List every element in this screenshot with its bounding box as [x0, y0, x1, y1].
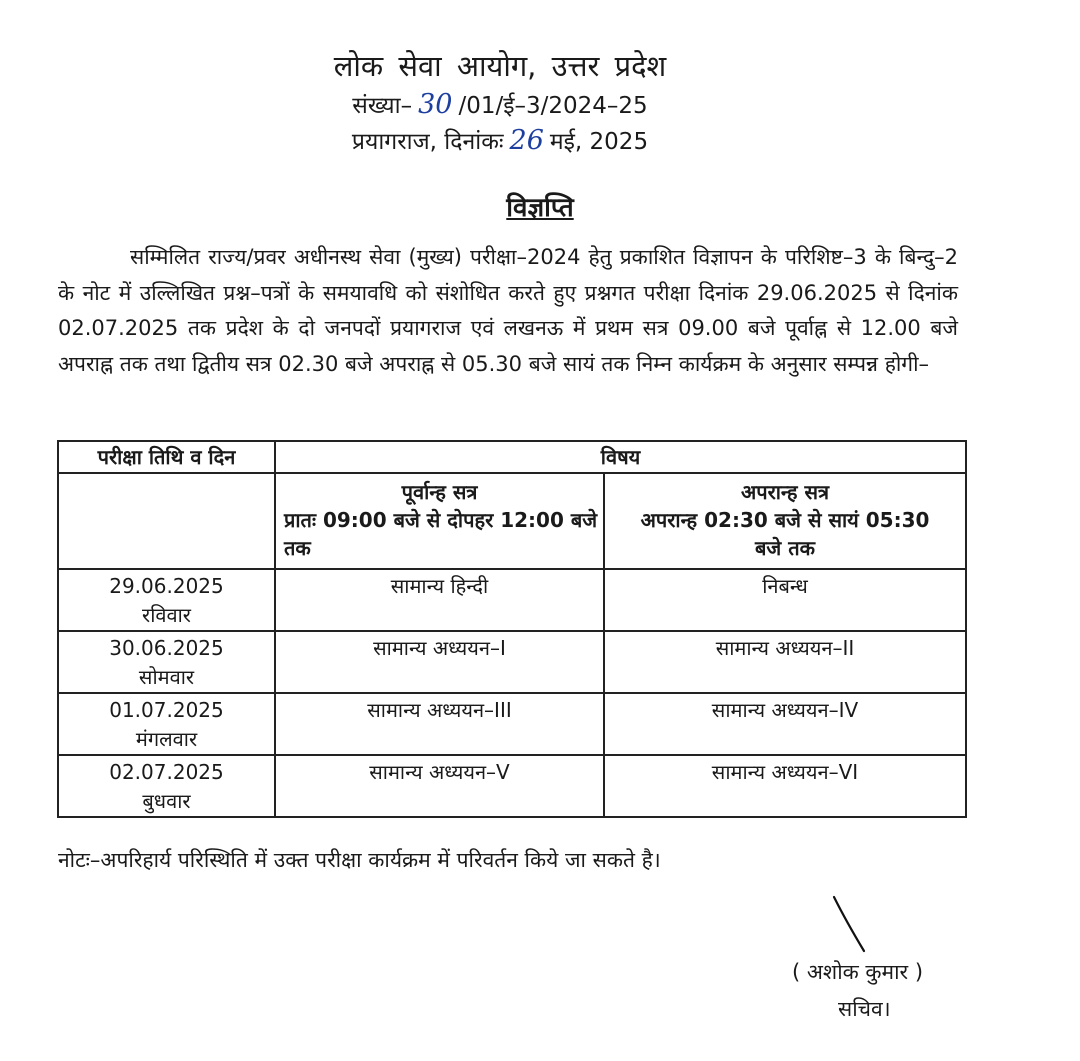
date-handwritten-day: 26 [509, 125, 544, 156]
row-day: मंगलवार [135, 727, 198, 751]
office-heading: लोक सेवा आयोग, उत्तर प्रदेश [333, 49, 667, 83]
table-row [58, 755, 966, 817]
session1-header [275, 473, 604, 569]
session2-subject: सामान्य अध्ययन–IV [604, 693, 966, 755]
ref-suffix: /01/ई–3/2024–25 [458, 93, 648, 119]
empty-cell [58, 473, 275, 569]
row-day: रविवार [142, 603, 191, 627]
date-cell [58, 693, 275, 755]
row-date: 02.07.2025 [109, 760, 224, 784]
row-day: बुधवार [142, 789, 191, 813]
row-date: 01.07.2025 [109, 698, 224, 722]
ref-prefix: संख्या– [352, 93, 413, 119]
signature-mark [830, 895, 870, 955]
table-row [58, 693, 966, 755]
date-cell [58, 569, 275, 631]
session1-subject: सामान्य अध्ययन–III [275, 693, 604, 755]
session1-subject: सामान्य हिन्दी [275, 569, 604, 631]
session1-time: प्रातः 09:00 बजे से दोपहर 12:00 बजे तक [284, 508, 598, 560]
date-cell [58, 755, 275, 817]
exam-schedule-table [57, 440, 967, 818]
date-suffix: मई, 2025 [549, 129, 649, 155]
signatory-name: ( अशोक कुमार ) [792, 960, 924, 984]
subject-column-header: विषय [275, 441, 966, 473]
date-column-header: परीक्षा तिथि व दिन [58, 441, 275, 473]
table-row [58, 631, 966, 693]
footnote: नोटः–अपरिहार्य परिस्थिति में उक्त परीक्षा कार्यक्रम में परिवर्तन किये जा सकते है। [58, 848, 661, 872]
row-date: 29.06.2025 [109, 574, 224, 598]
session2-header [604, 473, 966, 569]
notice-title: विज्ञप्ति [506, 193, 574, 223]
session2-subject: सामान्य अध्ययन–II [604, 631, 966, 693]
row-day: सोमवार [138, 665, 195, 689]
table-row [58, 569, 966, 631]
session2-title: अपरान्ह सत्र [740, 480, 830, 504]
date-cell [58, 631, 275, 693]
session1-subject: सामान्य अध्ययन–I [275, 631, 604, 693]
session-header-row [58, 473, 966, 569]
session2-time: अपरान्ह 02:30 बजे से सायं 05:30 बजे तक [640, 508, 930, 560]
notice-body: सम्मिलित राज्य/प्रवर अधीनस्थ सेवा (मुख्य) परीक्षा–2024 हेतु प्रकाशित विज्ञापन के परिशिष्ट–3 के बिन्दु–2 के नोट में उल्लिखित प्रश्न–पत्रों के समयावधि को संशोधित करते हुए प्रश्नगत परीक्षा दिनांक 29.06.2025 से दिनांक 02.07.2025 तक प्रदेश के दो जनपदों प्रयागराज एवं लखनऊ में प्रथम सत्र 09.00 बजे पूर्वाह्न से 12.00 बजे अपराह्न तक तथा द्वितीय सत्र 02.30 बजे अपराह्न से 05.30 बजे सायं तक निम्न कार्यक्रम के अनुसार सम्पन्न होगी– [58, 245, 958, 376]
place-date [0, 124, 1040, 156]
reference-number [0, 88, 1040, 120]
session2-subject: सामान्य अध्ययन–VI [604, 755, 966, 817]
session1-title: पूर्वान्ह सत्र [401, 480, 478, 504]
table-header-row [58, 441, 966, 473]
session2-subject: निबन्ध [604, 569, 966, 631]
ref-handwritten-number: 30 [418, 89, 453, 120]
signatory-designation: सचिव। [838, 997, 891, 1021]
place-date-prefix: प्रयागराज, दिनांकः [351, 129, 504, 155]
row-date: 30.06.2025 [109, 636, 224, 660]
session1-subject: सामान्य अध्ययन–V [275, 755, 604, 817]
